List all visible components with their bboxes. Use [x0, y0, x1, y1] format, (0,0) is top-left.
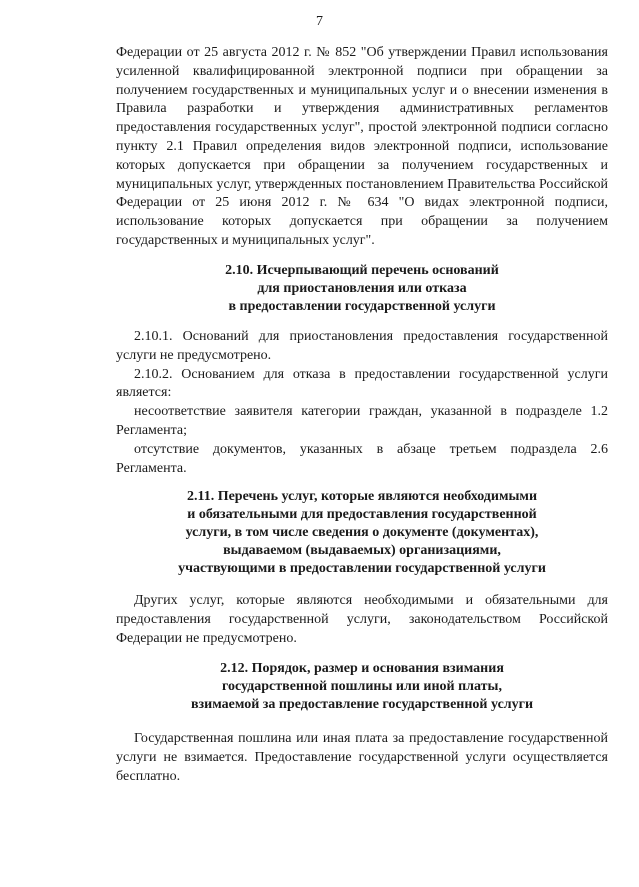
heading-line: в предоставлении государственной услуги [228, 299, 496, 314]
intro-text: Федерации от 25 августа 2012 г. № 852 "Об утверждении Правил использования усиленной квалифицированной электронной подписи при обращении за получением государственных и муниципальных услуг и о внесении изменения в Правила разработки и утверждения административных регламентов предоставления государственных услуг", простой электронной подписи согласно пункту 2.1 Правил определения видов электронной подписи, использование которых допускается при обращении за получением государственных и муниципальных услуг, утвержденных постановлением Правительства Российской Федерации от 25 июня 2012 г. № 634 "О видах электронной подписи, использование которых допускается при обращении за получением государственных и муниципальных услуг". [116, 45, 608, 248]
heading-line: 2.10. Исчерпывающий перечень оснований [225, 263, 499, 278]
paragraph-2-10-2: 2.10.2. Основанием для отказа в предоставлении государственной услуги является: [116, 366, 608, 401]
section-2-12-heading [116, 660, 608, 714]
paragraph-2-10-1: 2.10.1. Оснований для приостановления предоставления государственной услуги не предусмотрено. [116, 329, 608, 363]
heading-line: услуги, в том числе сведения о документе (документах), [185, 525, 539, 540]
section-2-10-heading [116, 262, 608, 316]
paragraph-2-10-2-item-2: отсутствие документов, указанных в абзаце третьем подраздела 2.6 Регламента. [116, 441, 608, 476]
page-number: 7 [316, 14, 323, 29]
intro-paragraph [116, 44, 608, 251]
heading-line: участвующими в предоставлении государственной услуги [178, 561, 546, 576]
heading-line: государственной пошлины или иной платы, [222, 679, 502, 694]
heading-line: 2.11. Перечень услуг, которые являются необходимыми [186, 489, 538, 504]
heading-line: для приостановления или отказа [257, 281, 467, 296]
paragraph-2-11-1: Других услуг, которые являются необходимыми и обязательными для предоставления государственной услуги, законодательством Российской Федерации не предусмотрено. [116, 593, 608, 646]
heading-line: взимаемой за предоставление государственной услуги [190, 697, 534, 712]
heading-line: и обязательными для предоставления государственной [187, 507, 537, 522]
paragraph-2-10-2-item-1: несоответствие заявителя категории граждан, указанной в подразделе 1.2 Регламента; [116, 404, 608, 438]
section-2-11-heading [116, 488, 608, 578]
paragraph-2-12-1: Государственная пошлина или иная плата за предоставление государственной услуги не взимается. Предоставление государственной услуги осуществляется бесплатно. [116, 731, 608, 784]
heading-line: выдаваемом (выдаваемых) организациями, [223, 543, 501, 558]
section-2-10-body [116, 328, 608, 478]
section-2-11-body [116, 592, 608, 648]
section-2-12-body [116, 730, 608, 786]
heading-line: 2.12. Порядок, размер и основания взимания [220, 661, 504, 676]
